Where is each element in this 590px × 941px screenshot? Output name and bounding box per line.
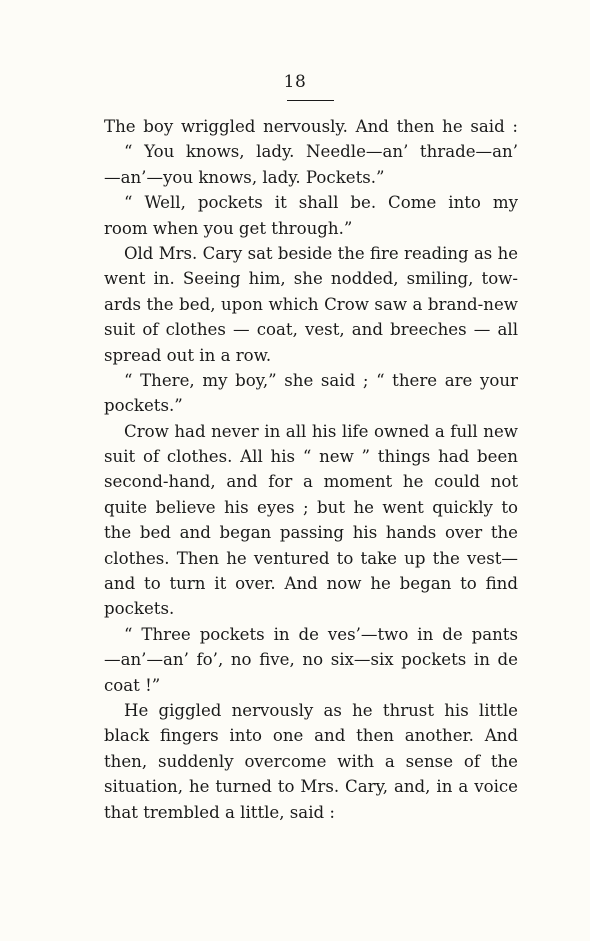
text-line: “ There, my boy,” she said ; “ there are your [124,370,518,390]
text-line: —an’—an’ fo’, no five, no six—six pockets in de [104,650,518,670]
text-line: black fingers into one and then another. And [104,726,518,746]
text-line: second-hand, and for a moment he could not [104,472,518,492]
text-line: Crow had never in all his life owned a full new [124,421,518,441]
text-line: —an’—you knows, lady. Pockets.” [104,167,385,187]
text-line: clothes. Then he ventured to take up the vest— [104,548,518,568]
text-line: The boy wriggled nervously. And then he said : [104,117,518,136]
page-number: 18 [283,72,307,92]
text-line: He giggled nervously as he thrust his little [124,700,518,720]
body-text [104,114,518,825]
text-line: went in. Seeing him, she nodded, smiling, tow- [104,269,518,289]
text-line: situation, he turned to Mrs. Cary, and, in a voice [104,777,518,797]
text-line: “ You knows, lady. Needle—an’ thrade—an’ [124,142,518,162]
page-number-rule [287,100,334,101]
text-line: “ Well, pockets it shall be. Come into my [124,193,518,213]
text-line: the bed and began passing his hands over the [104,523,518,543]
text-line: “ Three pockets in de ves’—two in de pants [124,624,518,644]
text-line: ards the bed, upon which Crow saw a brand-new [104,294,518,314]
text-line: that trembled a little, said : [104,802,335,822]
text-line: Old Mrs. Cary sat beside the fire reading as he [124,243,518,263]
text-line: pockets.” [104,396,183,416]
text-line: and to turn it over. And now he began to find [104,574,518,594]
text-line: quite believe his eyes ; but he went quickly to [104,497,518,517]
text-line: coat !” [104,675,161,695]
text-line: pockets. [104,599,175,619]
text-line: spread out in a row. [104,345,272,365]
text-line: room when you get through.” [104,218,353,238]
text-line: suit of clothes — coat, vest, and breeches — all [104,320,518,340]
text-line: then, suddenly overcome with a sense of the [104,751,518,771]
text-line: suit of clothes. All his “ new ” things had been [104,447,518,467]
